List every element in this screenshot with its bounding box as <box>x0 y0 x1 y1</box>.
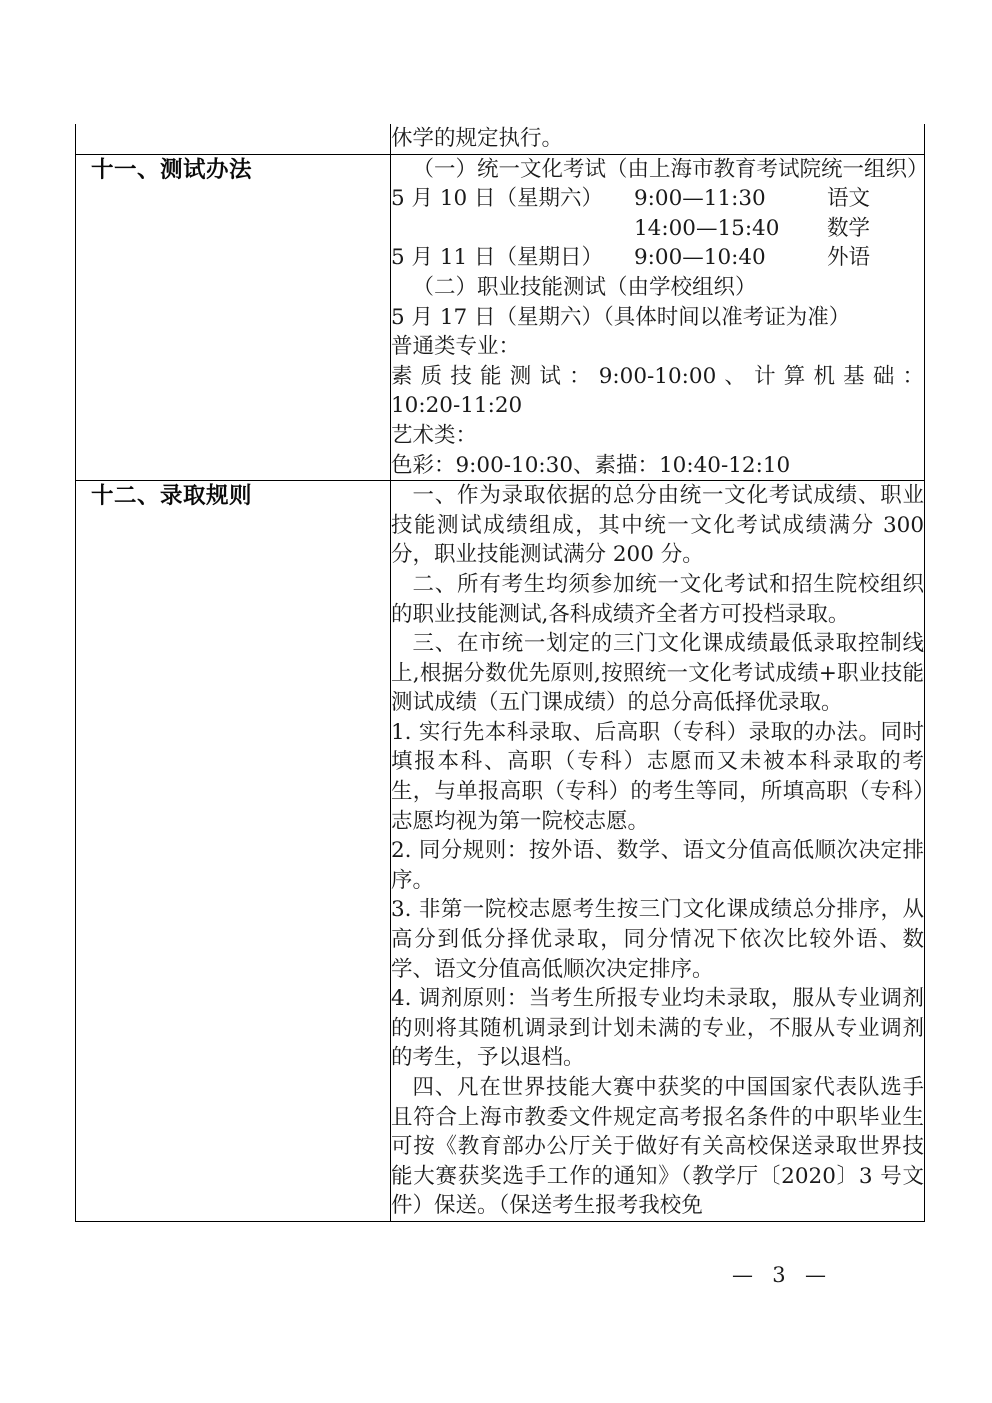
paragraph-art-times: 色彩：9:00-10:30、素描：10:40-12:10 <box>391 452 791 478</box>
schedule-subject: 语文 <box>827 186 871 212</box>
paragraph-rule-1: 一、作为录取依据的总分由统一文化考试成绩、职业技能测试成绩组成，其中统一文化考试成绩满分 300 分，职业技能测试满分 200 分。 <box>391 483 931 568</box>
paragraph-unified-exam: （一）统一文化考试（由上海市教育考试院统一组织） <box>412 156 929 182</box>
paragraph-rule-4: 四、凡在世界技能大赛中获奖的中国国家代表队选手且符合上海市教委文件规定高考报名条件的中职毕业生可按《教育部办公厅关于做好有关高校保送录取世界技能大赛获奖选手工作的通知》（教学厅〔2020〕3 号文件）保送。（保送考生报考我校免 <box>391 1075 924 1219</box>
row-body-cell-continued <box>391 124 925 154</box>
row-label-cell-continued <box>76 124 391 154</box>
paragraph-general-majors: 普通类专业： <box>391 334 521 360</box>
schedule-row <box>391 184 924 214</box>
schedule-date: 5 月 11 日（星期日） <box>391 245 604 271</box>
table-row <box>76 481 925 1222</box>
row-label-text: 十二、录取规则 <box>91 483 253 510</box>
row-body-cell-admission-rules <box>391 481 931 1222</box>
admissions-rules-table <box>75 124 931 1222</box>
row-label-text: 十一、测试办法 <box>91 156 253 183</box>
paragraph-skills-date: 5 月 17 日（星期六）（具体时间以准考证为准） <box>391 304 851 330</box>
row-label-cell-admission-rules <box>76 481 391 1222</box>
schedule-date: 5 月 10 日（星期六） <box>391 186 604 212</box>
paragraph-quality-skills-time: 素质技能测试：9:00-10:00、计算机基础： <box>391 363 924 389</box>
paragraph-skills-test: （二）职业技能测试（由学校组织） <box>412 274 757 300</box>
paragraph-art-majors: 艺术类： <box>391 422 478 448</box>
table-row <box>76 124 925 154</box>
page-number: — 3 — <box>731 1263 828 1287</box>
schedule-row <box>391 214 924 244</box>
schedule-subject: 数学 <box>827 215 871 241</box>
paragraph-rule-3-2: 2. 同分规则：按外语、数学、语文分值高低顺次决定排序。 <box>391 838 924 893</box>
paragraph: 休学的规定执行。 <box>391 126 564 151</box>
schedule-time: 9:00—10:40 <box>634 245 766 271</box>
schedule-subject: 外语 <box>827 245 871 271</box>
schedule-time: 14:00—15:40 <box>634 215 780 241</box>
paragraph-rule-3-4: 4. 调剂原则：当考生所报专业均未录取，服从专业调剂的则将其随机调录到计划未满的专业，不服从专业调剂的考生，予以退档。 <box>391 986 924 1071</box>
row-body-cell-test-methods <box>391 154 929 481</box>
paragraph-rule-3-1: 1. 实行先本科录取、后高职（专科）录取的办法。同时填报本科、高职（专科）志愿而又未被本科录取的考生，与单报高职（专科）的考生等同，所填高职（专科）志愿均视为第一院校志愿。 <box>391 719 924 834</box>
schedule-row <box>391 243 924 273</box>
row-label-cell-test-methods <box>76 154 391 481</box>
paragraph-rule-3-3: 3. 非第一院校志愿考生按三门文化课成绩总分排序，从高分到低分择优录取，同分情况下依次比较外语、数学、语文分值高低顺次决定排序。 <box>391 897 924 982</box>
table-body <box>76 124 931 1221</box>
paragraph-rule-3: 三、在市统一划定的三门文化课成绩最低录取控制线上,根据分数优先原则,按照统一文化考试成绩+职业技能测试成绩（五门课成绩）的总分高低择优录取。 <box>391 631 924 716</box>
table-row <box>76 154 925 481</box>
paragraph-computer-basics-time: 10:20-11:20 <box>391 393 523 419</box>
schedule-time: 9:00—11:30 <box>634 186 766 212</box>
paragraph-rule-2: 二、所有考生均须参加统一文化考试和招生院校组织的职业技能测试,各科成绩齐全者方可投档录取。 <box>391 571 924 627</box>
